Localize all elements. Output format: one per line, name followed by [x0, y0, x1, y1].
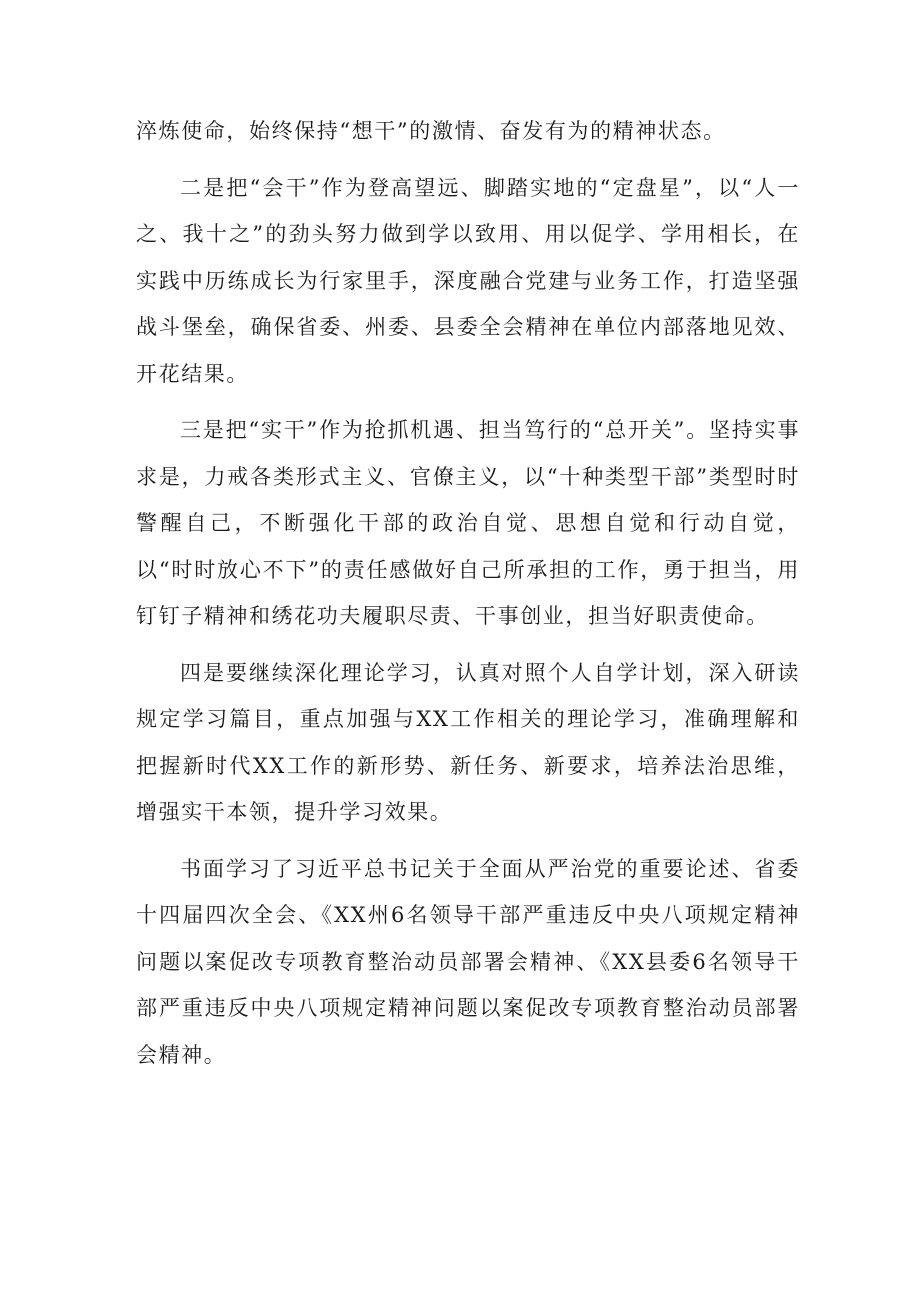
paragraph-point-two: 二是把“会干”作为登高望远、脚踏实地的“定盘星”，以“人一之、我十之”的劲头努力做到学以致用、用以促学、学用相长，在实践中历练成长为行家里手，深度融合党建与业务工作，打造坚强战斗堡垒，确保省委、州委、县委全会精神在单位内部落地见效、开花结果。 [136, 175, 800, 386]
document-body [136, 108, 800, 1088]
paragraph-written-study: 书面学习了习近平总书记关于全面从严治党的重要论述、省委十四届四次全会、《XX州6名领导干部严重违反中央八项规定精神问题以案促改专项教育整治动员部署会精神、《XX县委6名领导干部严重违反中央八项规定精神问题以案促改专项教育整治动员部署会精神。 [136, 856, 800, 1067]
paragraph-continuation: 淬炼使命，始终保持“想干”的激情、奋发有为的精神状态。 [136, 119, 726, 143]
paragraph-point-three: 三是把“实干”作为抢抓机遇、担当笃行的“总开关”。坚持实事求是，力戒各类形式主义、官僚主义，以“十种类型干部”类型时时警醒自己，不断强化干部的政治自觉、思想自觉和行动自觉，以“时时放心不下”的责任感做好自己所承担的工作，勇于担当，用钉钉子精神和绣花功夫履职尽责、干事创业，担当好职责使命。 [136, 418, 800, 628]
paragraph-point-four: 四是要继续深化理论学习，认真对照个人自学计划，深入研读规定学习篇目，重点加强与XX工作相关的理论学习，准确理解和把握新时代XX工作的新形势、新任务、新要求，培养法治思维，增强实干本领，提升学习效果。 [136, 660, 800, 824]
